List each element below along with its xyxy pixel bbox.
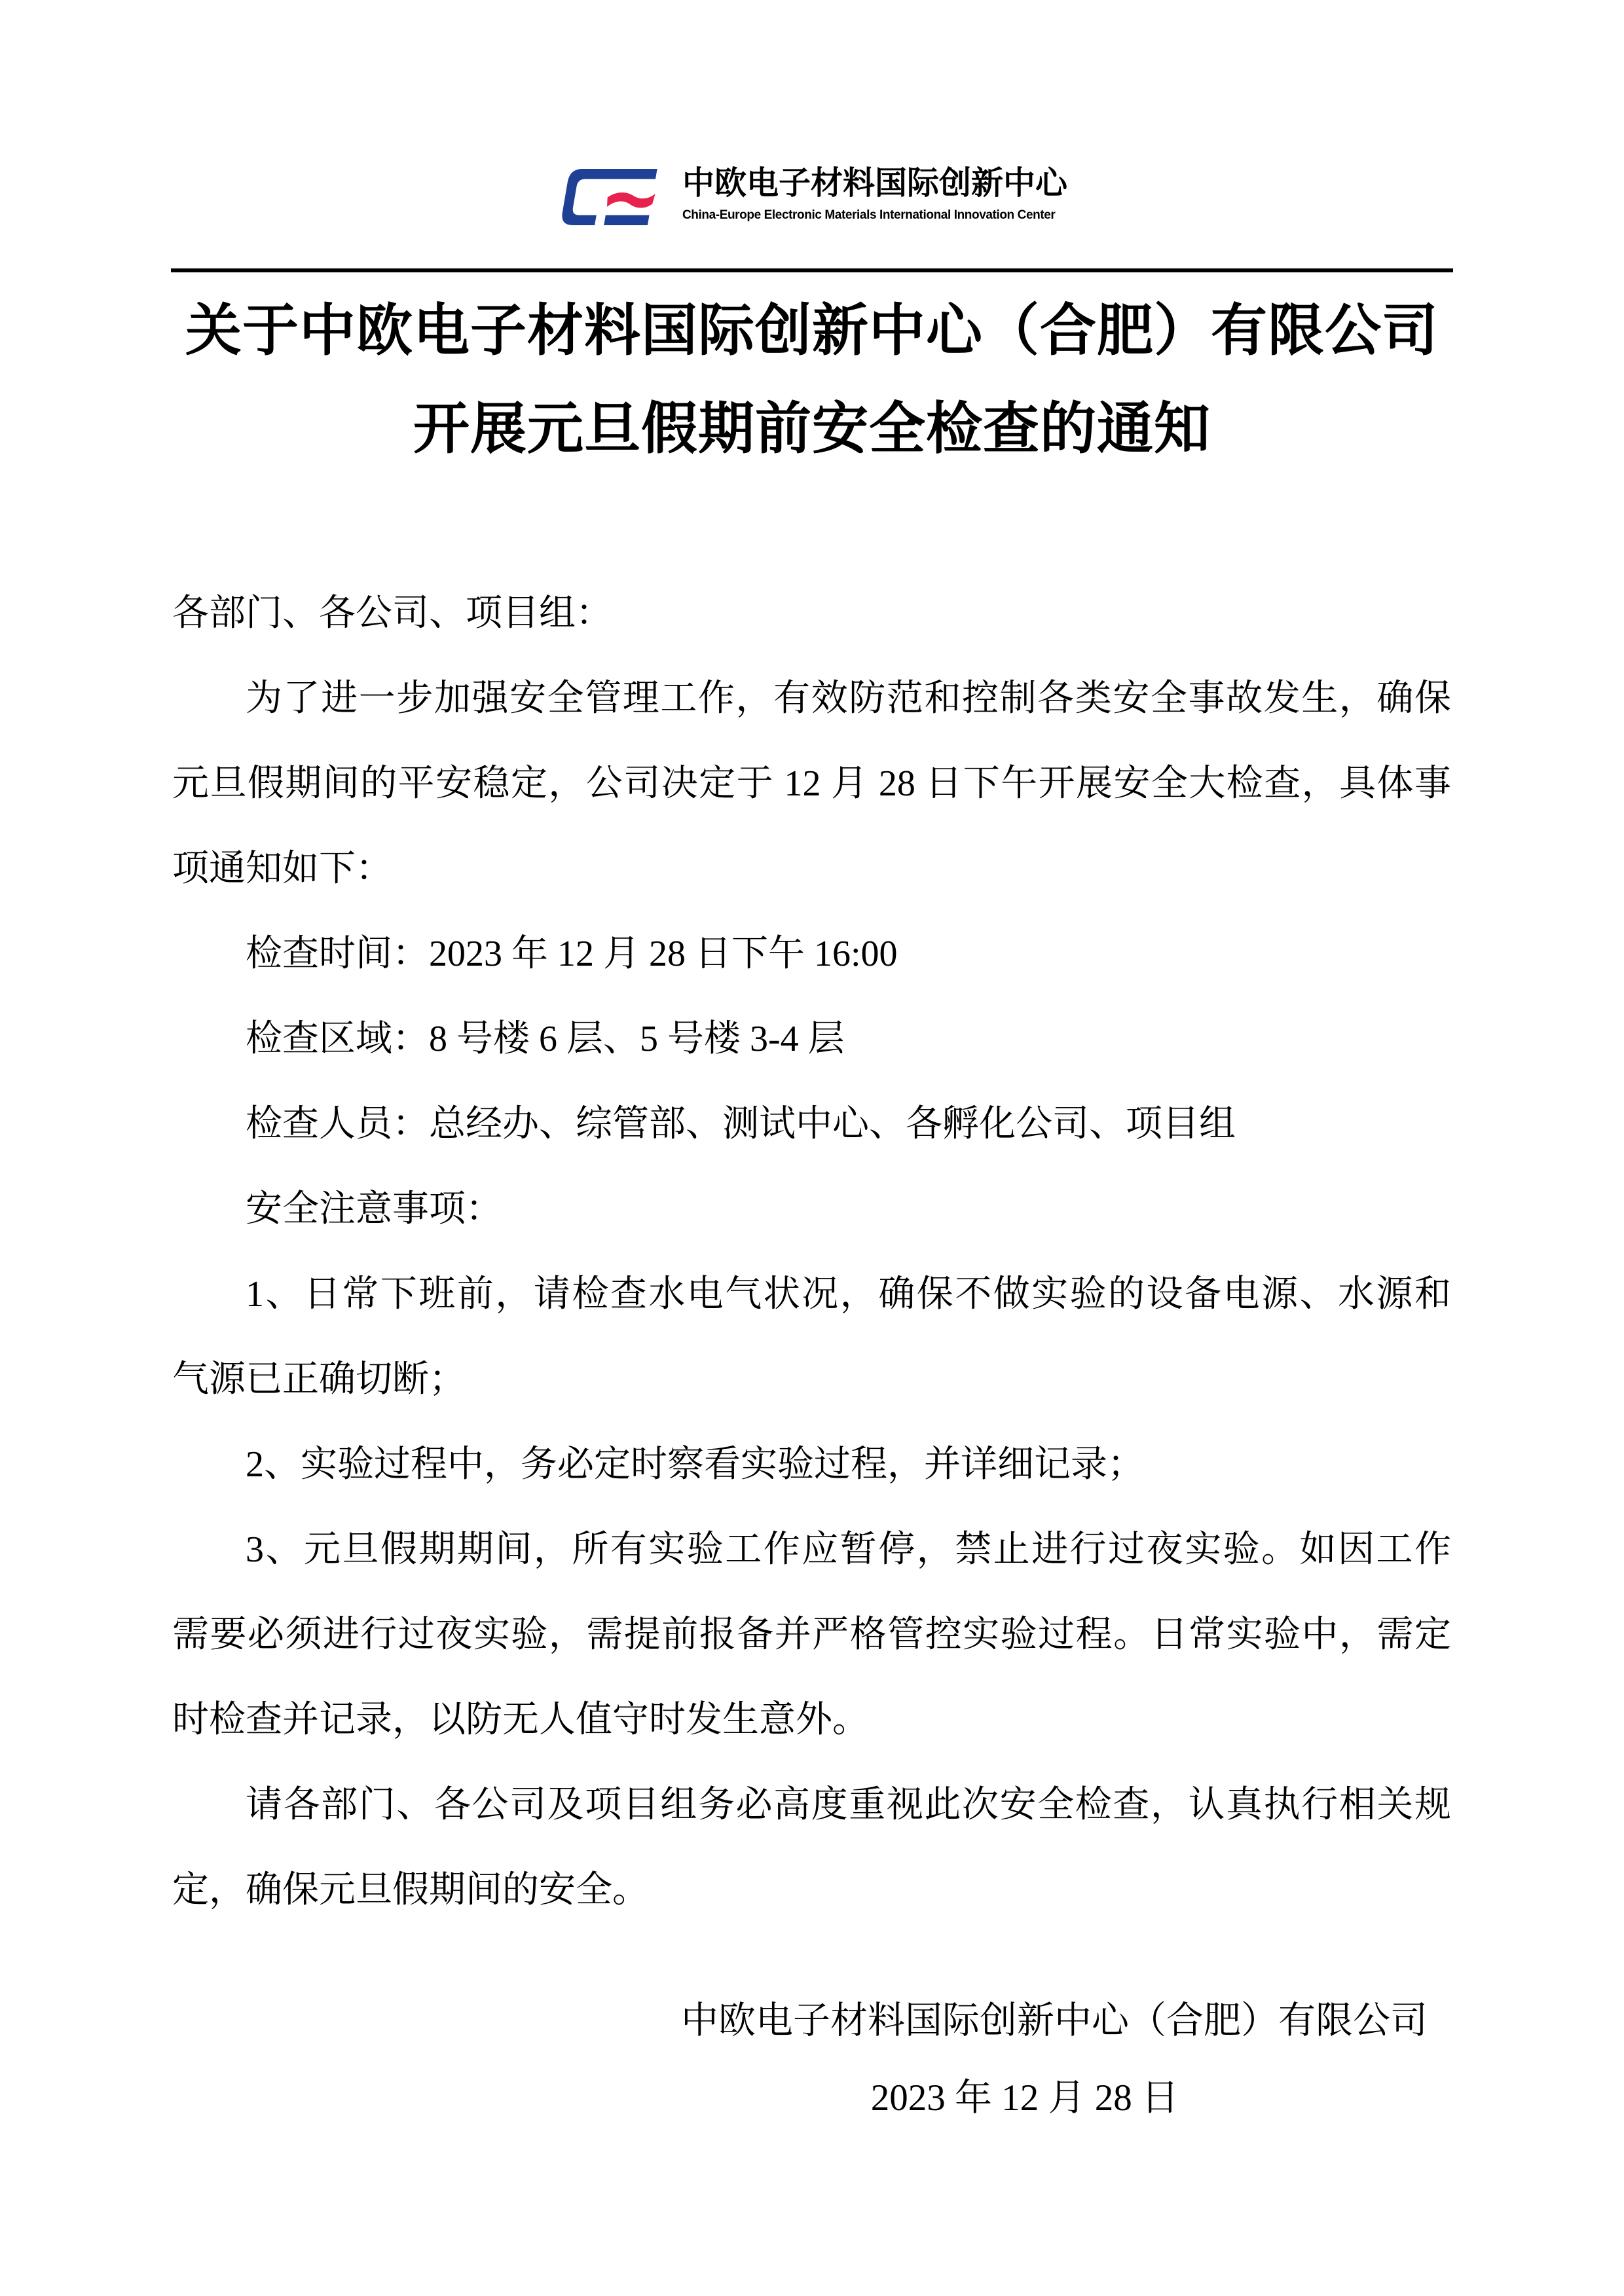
body-line: 需要必须进行过夜实验，需提前报备并严格管控实验过程。日常实验中，需定 bbox=[172, 1614, 1451, 1655]
ce-logo-icon bbox=[557, 169, 660, 225]
body-line: 项通知如下： bbox=[172, 848, 392, 889]
header-divider bbox=[171, 268, 1453, 272]
title-line-2: 开展元旦假期前安全检查的通知 bbox=[413, 396, 1211, 462]
company-logo bbox=[0, 165, 1624, 225]
body-line: 时检查并记录，以防无人值守时发生意外。 bbox=[172, 1700, 869, 1740]
body-line-item-1: 1、日常下班前，请检查水电气状况，确保不做实验的设备电源、水源和 bbox=[246, 1274, 1451, 1315]
title-line-1: 关于中欧电子材料国际创新中心（合肥）有限公司 bbox=[185, 298, 1439, 363]
body-line: 元旦假期间的平安稳定，公司决定于 12 月 28 日下午开展安全大检查，具体事 bbox=[172, 763, 1451, 804]
signature-company: 中欧电子材料国际创新中心（合肥）有限公司 bbox=[681, 2000, 1428, 2041]
signature-date: 2023 年 12 月 28 日 bbox=[870, 2077, 1179, 2119]
body-line-time: 检查时间：2023 年 12 月 28 日下午 16:00 bbox=[246, 934, 898, 974]
body-line-area: 检查区域：8 号楼 6 层、5 号楼 3-4 层 bbox=[246, 1019, 845, 1059]
body-line-notes-head: 安全注意事项： bbox=[246, 1189, 502, 1230]
body-line-item-2: 2、实验过程中，务必定时察看实验过程，并详细记录； bbox=[246, 1444, 1144, 1485]
logo-flag-icon bbox=[606, 192, 655, 208]
notice-body bbox=[172, 571, 1451, 1933]
body-line: 请各部门、各公司及项目组务必高度重视此次安全检查，认真执行相关规 bbox=[246, 1785, 1451, 1825]
logo-text bbox=[682, 165, 1067, 223]
body-line-salutation: 各部门、各公司、项目组： bbox=[172, 593, 612, 634]
body-line-item-3: 3、元旦假期期间，所有实验工作应暂停，禁止进行过夜实验。如因工作 bbox=[246, 1529, 1451, 1570]
body-line: 为了进一步加强安全管理工作，有效防范和控制各类安全事故发生，确保 bbox=[246, 678, 1451, 719]
logo-name-cn: 中欧电子材料国际创新中心 bbox=[682, 164, 1067, 202]
body-line-personnel: 检查人员：总经办、综管部、测试中心、各孵化公司、项目组 bbox=[246, 1104, 1236, 1144]
body-line: 定，确保元旦假期间的安全。 bbox=[172, 1870, 649, 1910]
logo-e-bottom-bar bbox=[604, 215, 649, 225]
page-title bbox=[0, 282, 1624, 478]
body-line: 气源已正确切断； bbox=[172, 1359, 466, 1400]
logo-name-en: China-Europe Electronic Materials International Innovation Center bbox=[682, 208, 1056, 222]
